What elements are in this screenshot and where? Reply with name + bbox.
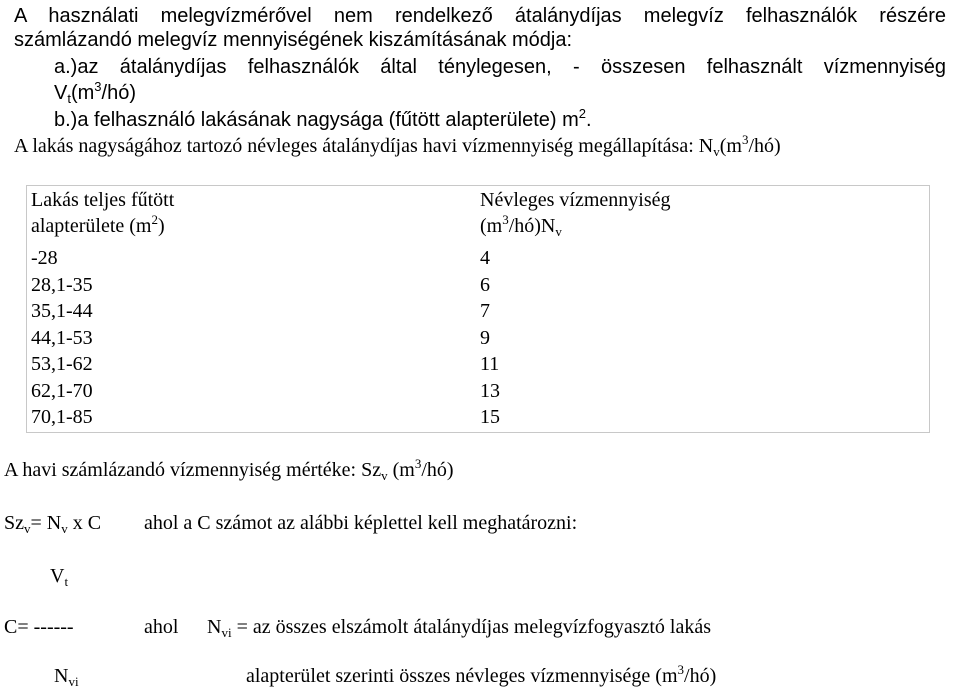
- table-cell-volume: 6: [480, 274, 490, 296]
- table-cell-volume: 11: [480, 353, 500, 375]
- table-cell-area: 44,1-53: [31, 327, 93, 349]
- table-cell-area: 35,1-44: [31, 300, 93, 322]
- intro-line-1: A használati melegvízmérővel nem rendelkező átalánydíjas melegvíz felhasználók részére: [14, 5, 946, 27]
- fraction-numerator: $V_t$: [50, 565, 69, 589]
- table-cell-volume: 9: [480, 327, 490, 349]
- intro-item-a: a.)az átalánydíjas felhasználók által ténylegesen, - összesen felhasznált vízmennyiség: [54, 56, 946, 78]
- table-cell-volume: 7: [480, 300, 490, 322]
- table-header-area-line-1: Lakás teljes fűtött: [31, 189, 175, 211]
- table-header-volume-line-2: $(m^3/hó)N_v$: [480, 212, 562, 239]
- table-header-volume-line-1: Névleges vízmennyiség: [480, 189, 671, 211]
- billing-formula-note: ahol a C számot az alábbi képlettel kell meghatározni:: [144, 512, 578, 534]
- nominal-heading: A lakás nagyságához tartozó névleges átalánydíjas havi vízmennyiség megállapítása: $N_v(m^3/hó)$: [14, 132, 781, 159]
- c-equation: C= ------: [4, 616, 74, 638]
- billing-formula: $Sz_v= N_v$ x C: [4, 512, 102, 536]
- table-cell-area: 28,1-35: [31, 274, 93, 296]
- table-cell-area: 62,1-70: [31, 380, 93, 402]
- intro-line-2: számlázandó melegvíz mennyiségének kiszámításának módja:: [14, 29, 573, 51]
- table-cell-area: -28: [31, 247, 58, 269]
- table-cell-volume: 13: [480, 380, 500, 402]
- table-cell-area: 53,1-62: [31, 353, 93, 375]
- table-header-area-line-2: alapterülete $(m^2)$: [31, 212, 165, 237]
- table-cell-area: 70,1-85: [31, 406, 93, 428]
- table-cell-volume: 15: [480, 406, 500, 428]
- nvi-definition: $N_{vi}$ = az összes elszámolt átalánydíjas melegvízfogyasztó lakás: [207, 616, 712, 640]
- intro-item-a-continuation: $V_t(m^3/hó)$: [54, 79, 136, 106]
- billing-title: A havi számlázandó vízmennyiség mértéke: $Sz_v$ $(m^3/hó)$: [4, 456, 454, 483]
- nvi-definition-continued: alapterület szerinti összes névleges vízmennyisége $(m^3/hó)$: [246, 662, 717, 687]
- intro-item-b: b.)a felhasználó lakásának nagysága (fűtött alapterülete) $m^2$.: [54, 106, 592, 131]
- fraction-denominator: $N_{vi}$: [54, 665, 79, 689]
- nominal-volume-table: [26, 185, 930, 433]
- where-label: ahol: [144, 616, 179, 638]
- table-cell-volume: 4: [480, 247, 490, 269]
